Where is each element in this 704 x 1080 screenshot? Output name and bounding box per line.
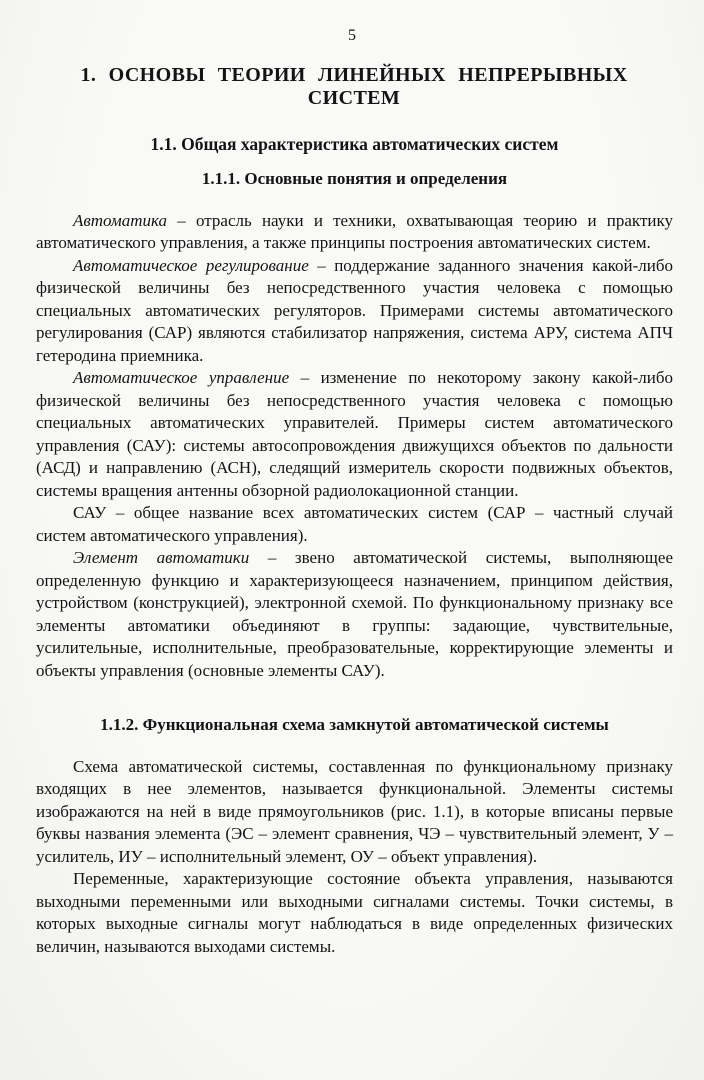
paragraph (36, 502, 673, 547)
paragraph (36, 210, 673, 255)
section-1-1-1-body (36, 210, 673, 683)
paragraph (36, 255, 673, 368)
paragraph-text: – отрасль науки и техники, охватывающая теорию и практику автоматического управления, а также принципы построения автоматических систем. (36, 210, 673, 253)
paragraph-text: – поддержание заданного значения какой-либо физической величины без непосредственного участия человека с помощью специальных автоматических регуляторов. Примерами системы автоматического регулирования (САР) являются стабилизатор напряжения, система АРУ, система АПЧ гетеродина приемника. (36, 255, 673, 365)
subsection-title-2: 1.1.2. Функциональная схема замкнутой автоматической системы (100, 715, 609, 735)
section-1-1-2-body (36, 756, 673, 959)
section-title: 1.1. Общая характеристика автоматических систем (150, 134, 559, 154)
paragraph-text: Переменные, характеризующие состояние объекта управления, называются выходными переменными или выходными сигналами системы. Точки системы, в которых выходные сигналы могут наблюдаться в виде определенных физических величин, называются выходами системы. (36, 869, 673, 956)
paragraph (36, 367, 673, 502)
paragraph-lead-term: Автоматика (73, 210, 168, 230)
paragraph (36, 547, 673, 682)
paragraph (36, 756, 673, 869)
paragraph (36, 868, 673, 958)
subsection-title: 1.1.1. Основные понятия и определения (201, 169, 508, 189)
paragraph-lead-term: Автоматическое управление (73, 368, 290, 388)
paragraph-lead-term: Элемент автоматики (73, 548, 250, 568)
chapter-title: 1. ОСНОВЫ ТЕОРИИ ЛИНЕЙНЫХ НЕПРЕРЫВНЫХ СИСТЕМ (80, 64, 628, 109)
paragraph-text: – звено автоматической системы, выполняющее определенную функцию и характеризующееся назначением, принципом действия, устройством (конструкцией), электронной схемой. По функциональному признаку все элементы автоматики объединяют в группы: задающие, чувствительные, усилительные, исполнительные, преобразовательные, корректирующие элементы и объекты управления (основные элементы САУ). (36, 548, 673, 680)
paragraph-text: Схема автоматической системы, составленная по функциональному признаку входящих в нее элементов, называется функциональной. Элементы системы изображаются на ней в виде прямоугольников (рис. 1.1), в которые вписаны первые буквы названия элемента (ЭС – элемент сравнения, ЧЭ – чувствительный элемент, У – усилитель, ИУ – исполнительный элемент, ОУ – объект управления). (36, 756, 673, 866)
paragraph-text: – изменение по некоторому закону какой-либо физической величины без непосредственного участия человека с помощью специальных автоматических управителей. Примеры систем автоматического управления (САУ): системы автосопровождения движущихся объектов по дальности (АСД) и направлению (АСН), следящий измеритель скорости подвижных объектов, системы вращения антенны обзорной радиолокационной станции. (36, 368, 674, 500)
page-number: 5 (348, 27, 356, 44)
paragraph-text: САУ – общее название всех автоматических систем (САР – частный случай систем автоматического управления). (36, 503, 673, 545)
paragraph-lead-term: Автоматическое регулирование (73, 255, 309, 275)
